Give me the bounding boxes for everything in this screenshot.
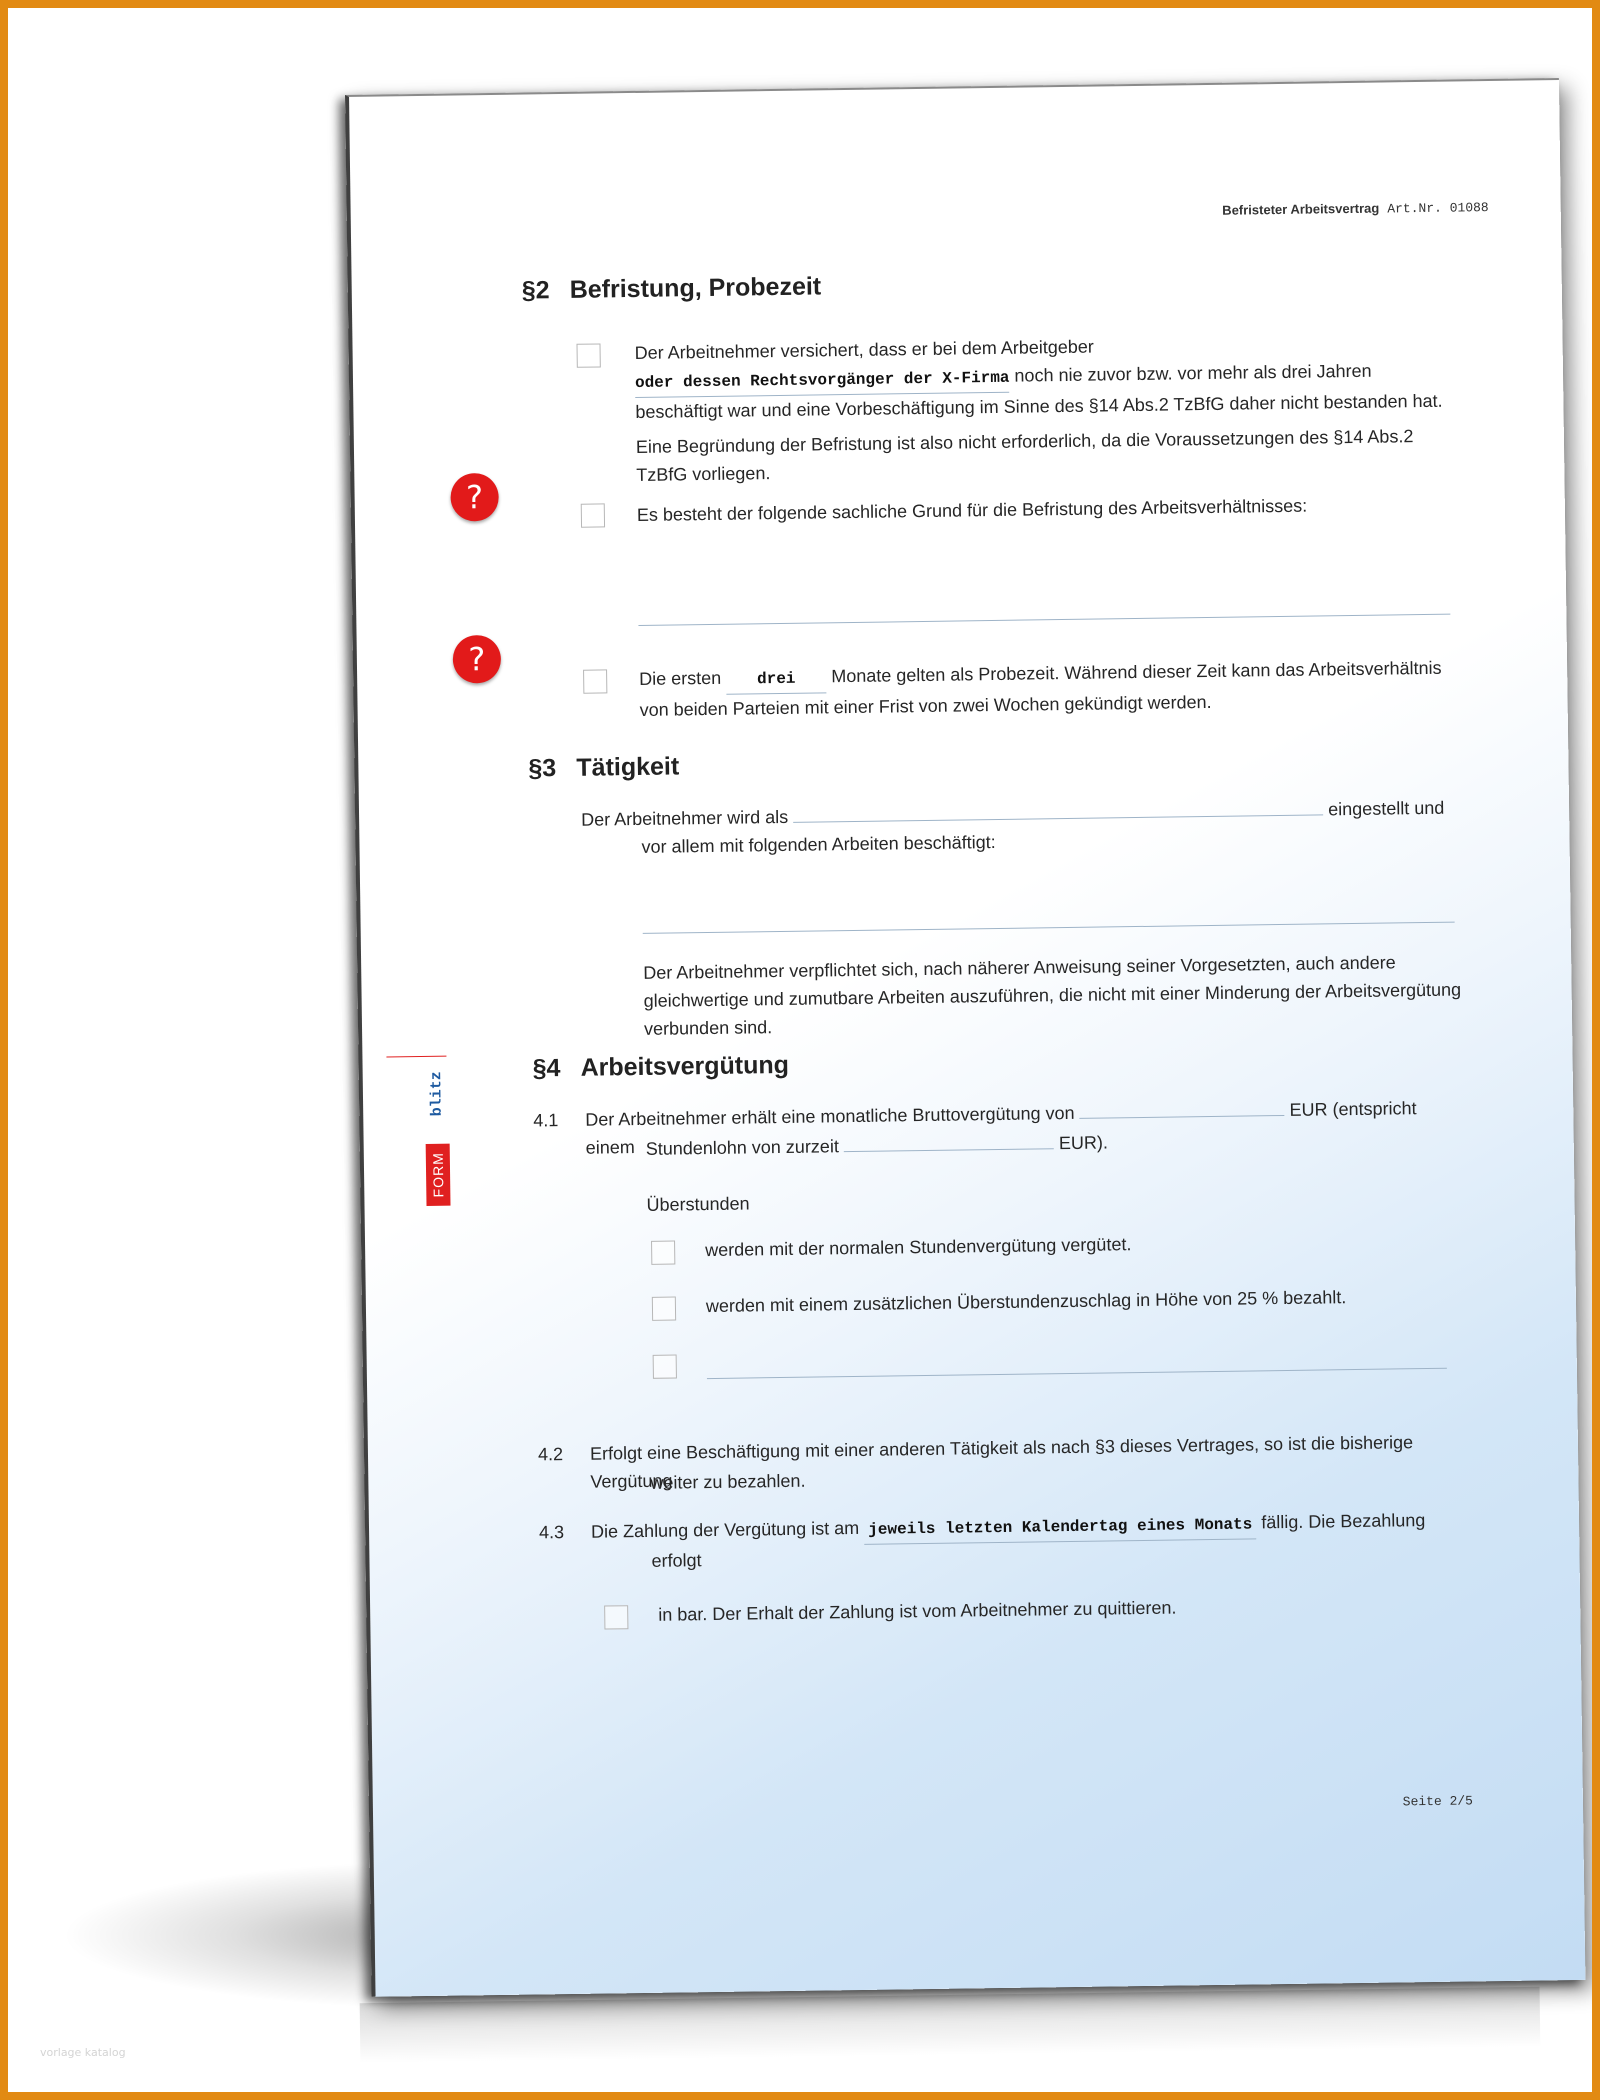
item-4-1-text-cont: Stundenlohn von zurzeit EUR).	[646, 1123, 1466, 1162]
checkbox-overtime-surcharge[interactable]	[652, 1296, 676, 1320]
header-art-nr: Art.Nr. 01088	[1387, 200, 1489, 217]
duties-input-line[interactable]	[643, 922, 1455, 934]
hourly-wage-field[interactable]	[844, 1130, 1054, 1152]
s2-paragraph-1: Der Arbeitnehmer versichert, dass er bei dem Arbeitgeber oder dessen Rechtsvorgänger der X-Firma noch nie zuvor bzw. vor mehr als drei Jahren beschäftigt war und eine Vorbeschäftigung im Sinne des §14 Abs.2 TzBfG daher nicht bestanden hat.	[634, 336, 1443, 422]
section-3-heading: §3 Tätigkeit	[528, 752, 680, 783]
item-4-2-text: Erfolgt eine Beschäftigung mit einer anderen Tätigkeit als nach §3 dieses Vertrages, so ist die bisherige Vergütung	[589, 1432, 1414, 1492]
header-title: Befristeter Arbeitsvertrag	[1222, 200, 1380, 218]
checkbox-no-prior-employment[interactable]	[576, 343, 600, 367]
s2-paragraph-2: Eine Begründung der Befristung ist also nicht erforderlich, da die Voraussetzungen des §14 Abs.2 TzBfG vorliegen.	[635, 426, 1414, 485]
item-4-2-text-cont: weiter zu bezahlen.	[650, 1470, 806, 1493]
item-4-1-number: 4.1	[533, 1110, 559, 1131]
checkbox-overtime-normal[interactable]	[651, 1241, 675, 1265]
section-2-heading: §2 Befristung, Probezeit	[521, 272, 822, 305]
gross-salary-field[interactable]	[1079, 1097, 1284, 1119]
s3-paragraph-1-cont: vor allem mit folgenden Arbeiten beschäftigt:	[641, 831, 996, 857]
checkbox-cash-payment[interactable]	[604, 1605, 628, 1629]
watermark-text: vorlage katalog	[40, 2046, 126, 2059]
s3-paragraph-2: Der Arbeitnehmer verpflichtet sich, nach näherer Anweisung seiner Vorgesetzten, auch andere gleichwertige und zumutbare Arbeiten auszuführen, die nicht mit einer Minderung der Arbeitsvergütung verbunden sind.	[643, 952, 1462, 1039]
s3-paragraph-1: Der Arbeitnehmer wird als eingestellt und	[581, 797, 1445, 830]
checkbox-probation[interactable]	[583, 669, 607, 693]
checkbox-overtime-other[interactable]	[653, 1354, 677, 1378]
document-page	[345, 78, 1585, 1997]
page-reflection	[360, 1987, 1541, 2063]
logo-part-form: FORM	[429, 1152, 447, 1198]
s2-employer-field[interactable]: oder dessen Rechtsvorgänger der X-Firma	[635, 364, 1010, 398]
formblitz-logo	[424, 1056, 450, 1206]
item-4-1-text: Der Arbeitnehmer erhält eine monatliche Bruttovergütung von EUR (entspricht einem	[585, 1098, 1417, 1158]
item-4-3-text: Die Zahlung der Vergütung ist am jeweils letzten Kalendertag eines Monats fällig. Die Bezahlung	[591, 1505, 1481, 1548]
reason-input-line[interactable]	[638, 614, 1450, 626]
s2-paragraph-4: Die ersten drei Monate gelten als Probezeit. Während dieser Zeit kann das Arbeitsverhältnis von beiden Parteien mit einer Frist von zwei Wochen gekündigt werden.	[639, 657, 1442, 720]
cash-payment-text: in bar. Der Erhalt der Zahlung ist vom Arbeitnehmer zu quittieren.	[658, 1597, 1177, 1625]
overtime-other-input-line[interactable]	[707, 1368, 1447, 1379]
overtime-title: Überstunden	[646, 1193, 750, 1215]
item-4-2-number: 4.2	[537, 1444, 564, 1465]
item-4-3-text-cont: erfolgt	[651, 1550, 702, 1571]
page-number: Seite 2/5	[1402, 1793, 1474, 1810]
job-title-field[interactable]	[793, 796, 1323, 822]
logo-part-blitz: blitz	[428, 1071, 446, 1117]
s2-paragraph-3: Es besteht der folgende sachliche Grund für die Befristung des Arbeitsverhältnisses:	[636, 495, 1308, 525]
item-4-3-number: 4.3	[538, 1522, 565, 1543]
probation-months-field[interactable]: drei	[726, 664, 826, 694]
section-4-heading: §4 Arbeitsvergütung	[532, 1050, 790, 1083]
overtime-option-1: werden mit der normalen Stundenvergütung vergütet.	[705, 1234, 1132, 1261]
overtime-option-2: werden mit einem zusätzlichen Überstundenzuschlag in Höhe von 25 % bezahlt.	[705, 1287, 1347, 1317]
page-header	[1222, 199, 1489, 219]
help-question-icon[interactable]: ?	[450, 473, 499, 522]
help-question-icon[interactable]: ?	[453, 635, 502, 684]
checkbox-objective-reason[interactable]	[581, 503, 605, 527]
payment-date-field[interactable]: jeweils letzten Kalendertag eines Monats	[864, 1510, 1256, 1544]
